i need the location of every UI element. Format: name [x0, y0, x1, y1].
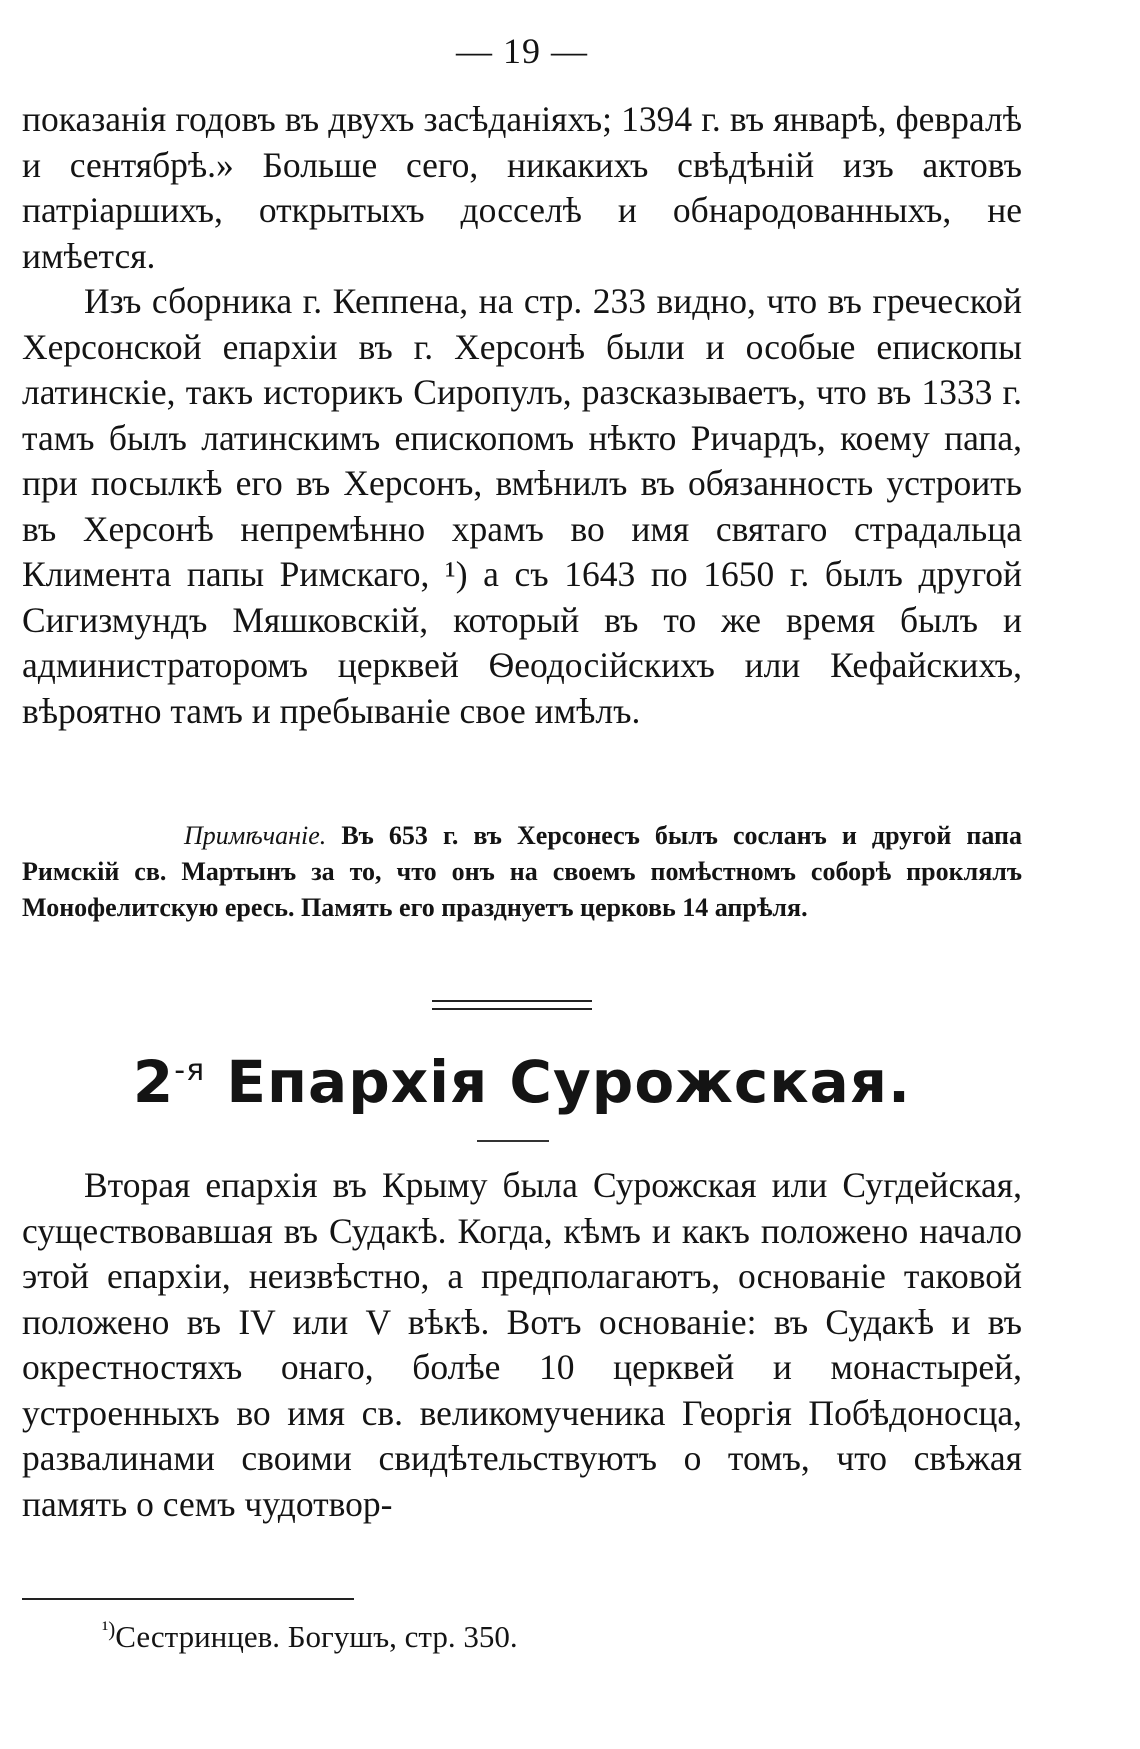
footnote-reference[interactable]: ¹) — [445, 554, 468, 594]
footnote-mark: ¹) — [102, 1617, 116, 1641]
paragraph-2 — [22, 279, 1022, 734]
paragraph-1 — [22, 97, 1022, 279]
section-ordinal-suffix: -я — [174, 1053, 206, 1088]
heading-underline — [477, 1140, 549, 1142]
paragraph-2-continuation: а съ 1643 по 1650 г. былъ другой Сигизмундъ Мяшковскій, который въ то же время былъ и администраторомъ церквей Ѳеодосійскихъ или Кефайскихъ, вѣроятно тамъ и пребываніе свое имѣлъ. — [22, 554, 1023, 731]
footnote — [102, 1609, 1022, 1657]
editorial-note — [22, 818, 1022, 926]
footnote-text: Сестринцев. Богушъ, стр. 350. — [115, 1619, 518, 1654]
section-divider — [432, 1000, 592, 1010]
note-text: Въ 653 г. въ Херсонесъ былъ сосланъ и другой папа Римскій св. Мартынъ за то, что онъ на своемъ помѣстномъ соборѣ проклялъ Монофелитскую ересь. Память его празднуетъ церковь 14 апрѣля. — [22, 821, 1023, 922]
paragraph-2-text: Изъ сборника г. Кеппена, на стр. 233 видно, что въ греческой Херсонской епархіи въ г. Херсонѣ были и особые епископы латинскіе, такъ историкъ Сиропулъ, разсказываетъ, что въ 1333 г. тамъ былъ латинскимъ епископомъ нѣкто Ричардъ, коему папа, при посылкѣ его въ Херсонъ, вмѣнилъ въ обязанность устроить въ Херсонѣ непремѣнно храмъ во имя святаго страдальца Климента папы Римскаго, — [22, 281, 1022, 594]
paragraph-3-text: Вторая епархія въ Крыму была Сурожская или Сугдейская, существовавшая въ Судакѣ. Когда, кѣмъ и какъ положено начало этой епархіи, неизвѣстно, а предполагаютъ, основаніе таковой положено въ IV или V вѣкѣ. Вотъ основаніе: въ Судакѣ и въ окрестностяхъ онаго, болѣе 10 церквей и монастырей, устроенныхъ во имя св. великомученика Георгія Побѣдоносца, развалинами своими свидѣтельствуютъ о томъ, что свѣжая память о семъ чудотвор- — [22, 1165, 1022, 1524]
page-number: — 19 — — [456, 31, 588, 71]
section-ordinal: 2 — [132, 1048, 175, 1116]
section-title: Епархія Сурожская. — [226, 1048, 912, 1116]
note-label: Примѣчаніе. — [184, 821, 327, 850]
footnote-separator — [22, 1598, 354, 1600]
book-page — [22, 0, 1022, 1749]
paragraph-3 — [22, 1163, 1022, 1527]
paragraph-1-text: показанія годовъ въ двухъ засѣданіяхъ; 1394 г. въ январѣ, февралѣ и сентябрѣ.» Больше сего, никакихъ свѣдѣній изъ актовъ патріаршихъ, открытыхъ досселѣ и обнародованныхъ, не имѣется. — [22, 99, 1022, 276]
section-heading — [22, 1036, 1022, 1117]
